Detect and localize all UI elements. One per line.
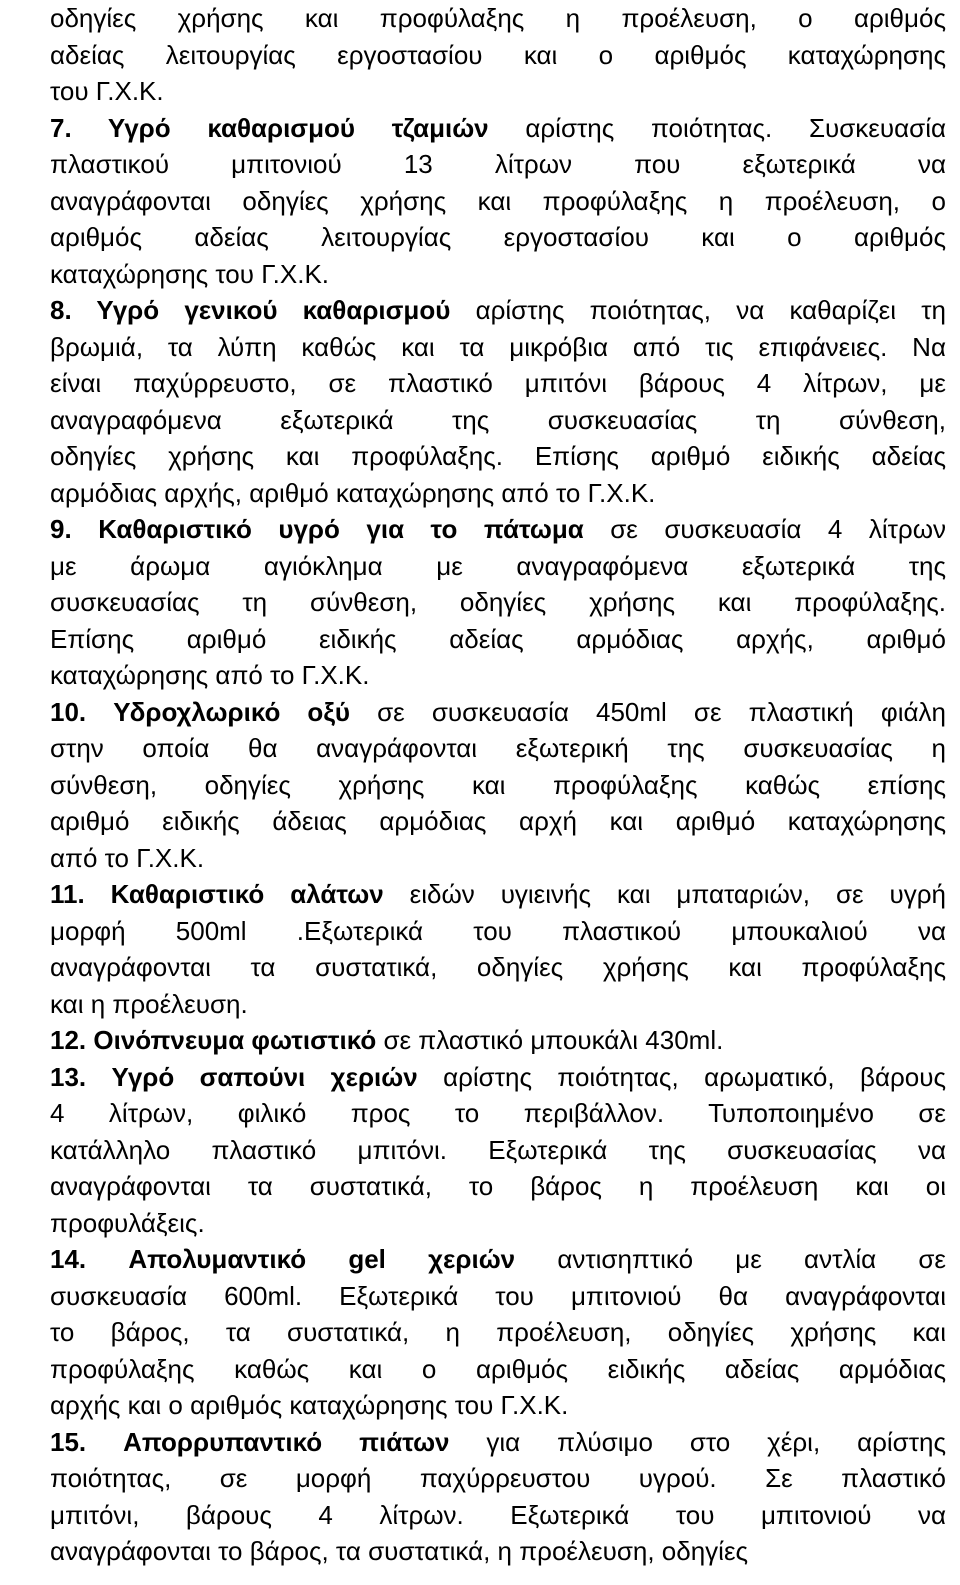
list-item xyxy=(50,1241,946,1424)
lead-paragraph xyxy=(50,0,946,110)
text-line: και η προέλευση. xyxy=(50,988,248,1019)
text-line xyxy=(50,110,946,147)
list-item xyxy=(50,1022,946,1059)
text-line: προφυλάξεις. xyxy=(50,1207,205,1238)
text-line: αδείας λειτουργίας εργοστασίου και ο αριθμός καταχώρησης xyxy=(50,39,946,70)
text-line: αναγράφονται τα συστατικά, οδηγίες χρήσης και προφύλαξης xyxy=(50,952,946,982)
item-text: αρίστης ποιότητας, αρωματικό, βάρους xyxy=(417,1061,946,1092)
text-line: καταχώρησης από το Γ.Χ.Κ. xyxy=(50,660,370,690)
item-number: 8. xyxy=(50,295,97,325)
text-line xyxy=(50,876,946,913)
text-line: το βάρος, τα συστατικά, η προέλευση, οδηγίες χρήσης και xyxy=(50,1317,946,1347)
text-line: καταχώρησης του Γ.Χ.Κ. xyxy=(50,258,330,289)
item-text: αρίστης ποιότητας, να καθαρίζει τη xyxy=(450,295,946,325)
text-line: από το Γ.Χ.Κ. xyxy=(50,842,205,873)
text-line: οδηγίες χρήσης και προφύλαξης η προέλευση, ο αριθμός xyxy=(50,3,946,33)
item-text: για πλύσιμο στο χέρι, αρίστης xyxy=(449,1426,946,1457)
text-line: αρχής και ο αριθμός καταχώρησης του Γ.Χ.Κ. xyxy=(50,1390,569,1420)
text-line: με άρωμα αγιόκλημα με αναγραφόμενα εξωτερικά της xyxy=(50,550,946,581)
text-line xyxy=(50,1059,946,1096)
list-item xyxy=(50,1059,946,1242)
item-text: αντισηπτικό με αντλία σε xyxy=(515,1244,946,1274)
text-line: ποιότητας, σε μορφή παχύρρευστου υγρού. Σε πλαστικό xyxy=(50,1463,946,1493)
text-line: αριθμό ειδικής άδειας αρμόδιας αρχή και αριθμό καταχώρησης xyxy=(50,806,946,836)
item-number: 15. xyxy=(50,1426,87,1457)
item-text: αρίστης ποιότητας. Συσκευασία xyxy=(488,112,946,143)
text-line: αναγραφόμενα εξωτερικά της συσκευασίας τη σύνθεση, xyxy=(50,404,946,435)
item-text: σε συσκευασία 450ml σε πλαστική φιάλη xyxy=(350,696,946,727)
text-line: του Γ.Χ.Κ. xyxy=(50,76,164,106)
item-heading: Απορρυπαντικό πιάτων xyxy=(123,1426,450,1457)
text-line: αριθμός αδείας λειτουργίας εργοστασίου και ο αριθμός xyxy=(50,222,946,252)
list-item xyxy=(50,876,946,1022)
list-item xyxy=(50,1424,946,1570)
text-line xyxy=(50,694,946,731)
list-item xyxy=(50,292,946,511)
item-heading: Καθαριστικό υγρό για το πάτωμα xyxy=(98,514,584,544)
text-line xyxy=(50,1241,946,1278)
text-line: κατάλληλο πλαστικό μπιτόνι. Εξωτερικά της συσκευασίας να xyxy=(50,1134,946,1165)
text-line xyxy=(50,292,946,329)
text-line: στην οποία θα αναγράφονται εξωτερική της συσκευασίας η xyxy=(50,733,946,763)
text-line: αρμόδιας αρχής, αριθμό καταχώρησης από το Γ.Χ.Κ. xyxy=(50,477,656,508)
text-line: αναγράφονται το βάρος, τα συστατικά, η προέλευση, οδηγίες xyxy=(50,1536,749,1566)
text-line: αναγράφονται τα συστατικά, το βάρος η προέλευση και οι xyxy=(50,1171,946,1201)
text-line: μορφή 500ml .Εξωτερικά του πλαστικού μπουκαλιού να xyxy=(50,915,946,946)
text-line: οδηγίες χρήσης και προφύλαξης. Επίσης αριθμό ειδικής αδείας xyxy=(50,441,946,471)
item-heading: Υγρό καθαρισμού τζαμιών xyxy=(107,112,489,143)
item-heading: Υγρό σαπούνι χεριών xyxy=(111,1061,418,1092)
numbered-list xyxy=(50,110,946,1570)
text-line: αναγράφονται οδηγίες χρήσης και προφύλαξης η προέλευση, ο xyxy=(50,185,946,216)
list-item xyxy=(50,694,946,877)
item-text: σε συσκευασία 4 λίτρων xyxy=(583,514,946,544)
text-line: συσκευασίας τη σύνθεση, οδηγίες χρήσης και προφύλαξης. xyxy=(50,587,946,617)
list-item xyxy=(50,110,946,293)
item-number: 14. xyxy=(50,1244,87,1274)
item-heading: Υγρό γενικού καθαρισμού xyxy=(96,295,451,325)
item-heading: Υδροχλωρικό οξύ xyxy=(113,696,351,727)
text-line: πλαστικού μπιτονιού 13 λίτρων που εξωτερικά να xyxy=(50,149,946,179)
text-line: 4 λίτρων, φιλικό προς το περιβάλλον. Τυποποιημένο σε xyxy=(50,1098,946,1128)
item-number: 7. xyxy=(50,112,108,143)
text-line xyxy=(50,1424,946,1461)
item-text: ειδών υγιεινής και μπαταριών, σε υγρή xyxy=(383,879,946,909)
text-line: συσκευασία 600ml. Εξωτερικά του μπιτονιού θα αναγράφονται xyxy=(50,1280,946,1311)
text-line: σύνθεση, οδηγίες χρήσης και προφύλαξης καθώς επίσης xyxy=(50,769,946,800)
item-number: 13. xyxy=(50,1061,87,1092)
item-number: 10. xyxy=(50,696,87,727)
item-heading: Οινόπνευμα φωτιστικό xyxy=(93,1025,377,1055)
list-item xyxy=(50,511,946,694)
text-line xyxy=(50,1022,946,1059)
text-line: μπιτόνι, βάρους 4 λίτρων. Εξωτερικά του μπιτονιού να xyxy=(50,1499,946,1530)
item-number: 11. xyxy=(50,879,85,909)
item-number: 12. xyxy=(50,1025,87,1055)
text-line: Επίσης αριθμό ειδικής αδείας αρμόδιας αρχής, αριθμό xyxy=(50,623,946,654)
item-heading: Καθαριστικό αλάτων xyxy=(110,879,384,909)
text-line: προφύλαξης καθώς και ο αριθμός ειδικής αδείας αρμόδιας xyxy=(50,1353,946,1384)
item-number: 9. xyxy=(50,514,99,544)
text-line xyxy=(50,511,946,548)
text-line: βρωμιά, τα λύπη καθώς και τα μικρόβια από τις επιφάνειες. Να xyxy=(50,331,946,362)
text-line: είναι παχύρρευστο, σε πλαστικό μπιτόνι βάρους 4 λίτρων, με xyxy=(50,368,946,398)
document-page xyxy=(50,0,946,1570)
item-heading: Απολυμαντικό gel χεριών xyxy=(128,1244,516,1274)
item-text: σε πλαστικό μπουκάλι 430ml. xyxy=(376,1025,724,1055)
